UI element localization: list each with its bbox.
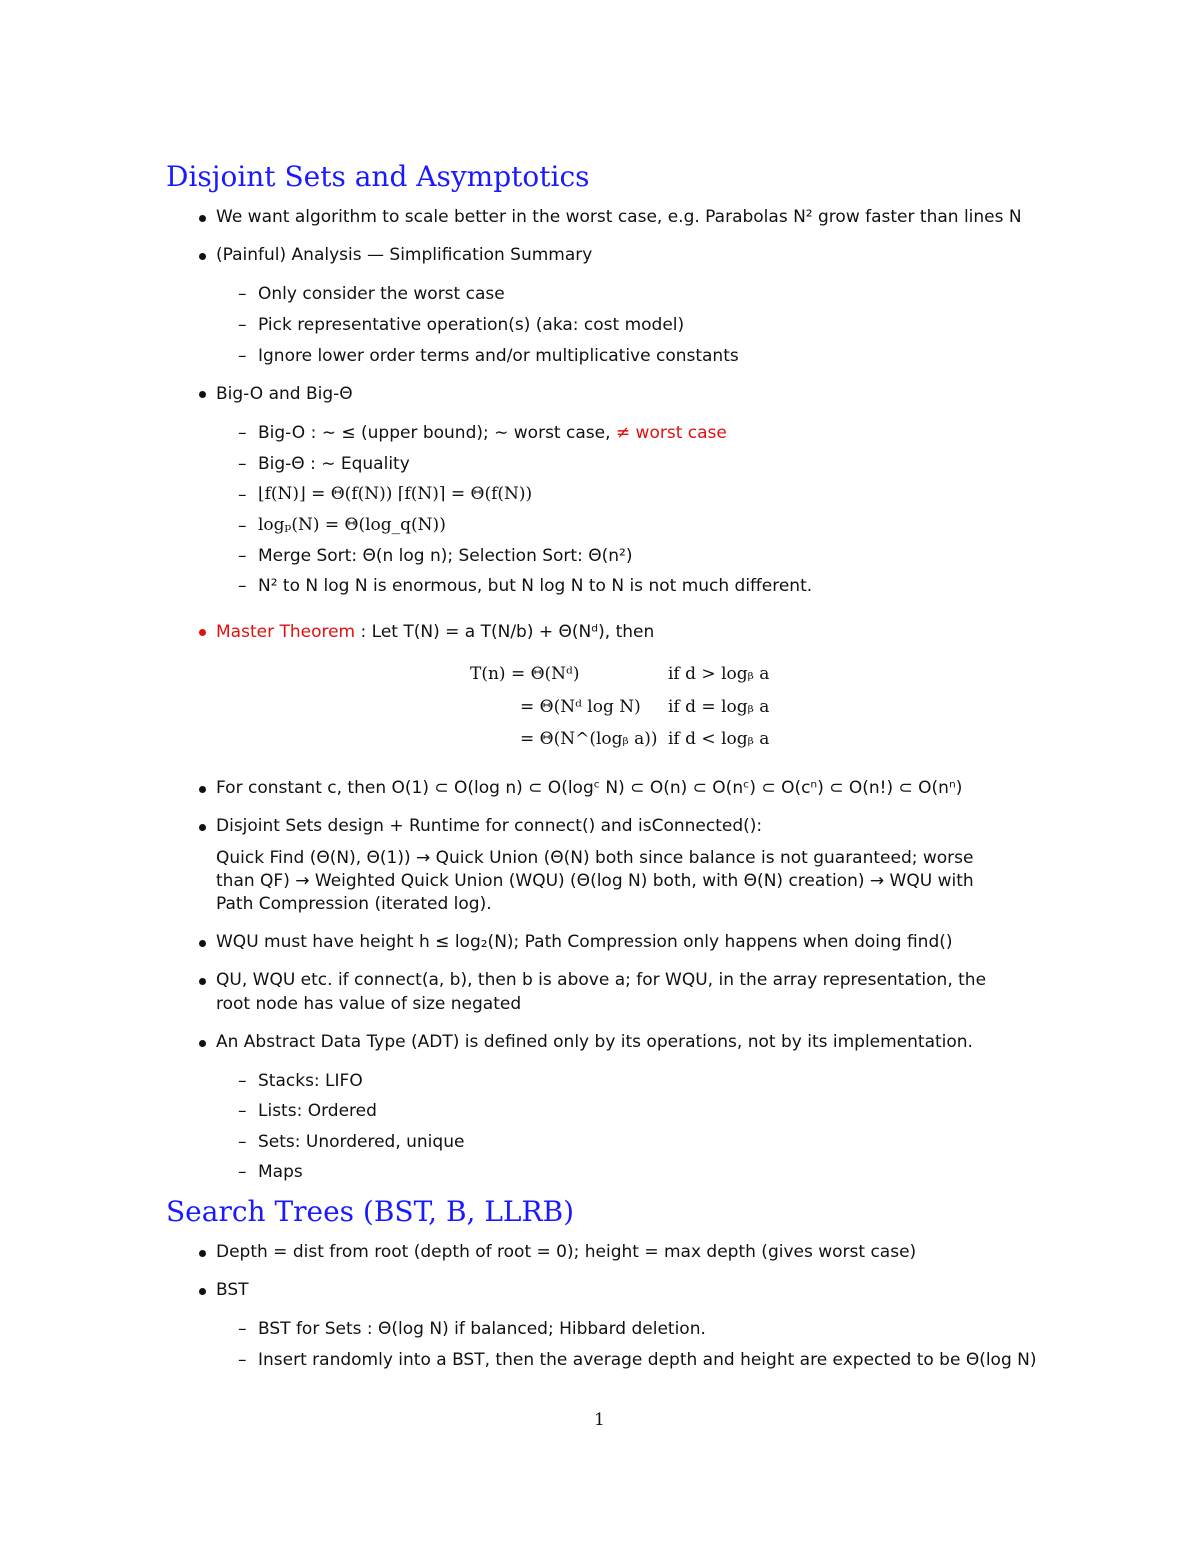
dash: –: [238, 1162, 247, 1182]
bullet-master-theorem: [216, 622, 654, 642]
dash: –: [238, 485, 247, 505]
dash: –: [238, 576, 247, 596]
page-number: 1: [594, 1410, 605, 1430]
dash: –: [238, 1132, 247, 1152]
dash: –: [238, 284, 247, 304]
dash: –: [238, 546, 247, 566]
bullet: [199, 940, 206, 947]
bullet: [199, 824, 206, 831]
disjoint-sets-line-1: Quick Find (Θ(N), Θ(1)) → Quick Union (Θ(N) both since balance is not guaranteed; worse: [216, 848, 974, 868]
bullet-complexity-order: For constant c, then O(1) ⊂ O(log n) ⊂ O(logᶜ N) ⊂ O(n) ⊂ O(nᶜ) ⊂ O(cⁿ) ⊂ O(n!) ⊂ O(nⁿ): [216, 778, 963, 798]
master-row-1-lhs: T(n) = Θ(Nᵈ): [470, 664, 580, 684]
bst-random-insert: Insert randomly into a BST, then the average depth and height are expected to be Θ(log N): [258, 1350, 1037, 1370]
adt-maps: Maps: [258, 1162, 303, 1182]
dash: –: [238, 454, 247, 474]
bullet: [199, 391, 206, 398]
dash: –: [238, 1071, 247, 1091]
master-theorem-label: Master Theorem: [216, 622, 356, 642]
dash: –: [238, 1319, 247, 1339]
sub-floor-ceil: ⌊f(N)⌋ = Θ(f(N)) ⌈f(N)⌉ = Θ(f(N)): [258, 484, 533, 504]
adt-sets: Sets: Unordered, unique: [258, 1132, 465, 1152]
bullet-depth: Depth = dist from root (depth of root = 0); height = max depth (gives worst case): [216, 1242, 917, 1262]
bullet-wqu-height: WQU must have height h ≤ log₂(N); Path Compression only happens when doing find(): [216, 932, 953, 952]
dash: –: [238, 1101, 247, 1121]
bullet: [199, 1040, 206, 1047]
bst-sets: BST for Sets : Θ(log N) if balanced; Hibbard deletion.: [258, 1319, 706, 1339]
dash: –: [238, 1350, 247, 1370]
sub-big-o-def: [258, 423, 727, 443]
master-theorem-text: : Let T(N) = a T(N/b) + Θ(Nᵈ), then: [355, 622, 655, 642]
bullet: [199, 215, 206, 222]
bullet-qu-line-2: root node has value of size negated: [216, 994, 522, 1014]
dash: –: [238, 423, 247, 443]
sub-sort-runtimes: Merge Sort: Θ(n log n); Selection Sort: Θ(n²): [258, 546, 633, 566]
bullet-big-o: Big-O and Big-Θ: [216, 384, 353, 404]
section-title-disjoint-sets: Disjoint Sets and Asymptotics: [166, 160, 590, 193]
bullet: [199, 253, 206, 260]
bullet-red: [199, 629, 206, 636]
dash: –: [238, 315, 247, 335]
master-row-3-lhs: = Θ(N^(logᵦ a)): [520, 729, 658, 749]
master-row-3-cond: if d < logᵦ a: [668, 729, 770, 749]
sub-growth-comparison: N² to N log N is enormous, but N log N to N is not much different.: [258, 576, 813, 596]
bullet-disjoint-sets-design: Disjoint Sets design + Runtime for connect() and isConnected():: [216, 816, 763, 836]
big-o-def-text: Big-O : ∼ ≤ (upper bound); ∼ worst case,: [258, 423, 616, 443]
bullet-scaling: We want algorithm to scale better in the worst case, e.g. Parabolas N² grow faster than lines N: [216, 207, 1022, 227]
adt-stacks: Stacks: LIFO: [258, 1071, 363, 1091]
bullet: [199, 1288, 206, 1295]
master-row-2-lhs: = Θ(Nᵈ log N): [520, 697, 641, 717]
bullet-adt: An Abstract Data Type (ADT) is defined only by its operations, not by its implementation.: [216, 1032, 973, 1052]
master-row-1-cond: if d > logᵦ a: [668, 664, 770, 684]
not-worst-case: ≠ worst case: [615, 423, 727, 443]
sub-big-theta-def: Big-Θ : ∼ Equality: [258, 454, 410, 474]
disjoint-sets-line-2: than QF) → Weighted Quick Union (WQU) (Θ(log N) both, with Θ(N) creation) → WQU with: [216, 871, 974, 891]
disjoint-sets-line-3: Path Compression (iterated log).: [216, 894, 492, 914]
dash: –: [238, 516, 247, 536]
bullet: [199, 1250, 206, 1257]
bullet-bst: BST: [216, 1280, 249, 1300]
bullet: [199, 786, 206, 793]
adt-lists: Lists: Ordered: [258, 1101, 377, 1121]
bullet-qu-line-1: QU, WQU etc. if connect(a, b), then b is above a; for WQU, in the array representation, the: [216, 970, 987, 990]
master-row-2-cond: if d = logᵦ a: [668, 697, 770, 717]
bullet-analysis: (Painful) Analysis — Simplification Summary: [216, 245, 593, 265]
bullet: [199, 978, 206, 985]
sub-ignore-terms: Ignore lower order terms and/or multiplicative constants: [258, 346, 739, 366]
sub-cost-model: Pick representative operation(s) (aka: cost model): [258, 315, 685, 335]
dash: –: [238, 346, 247, 366]
sub-worst-case: Only consider the worst case: [258, 284, 505, 304]
section-title-search-trees: Search Trees (BST, B, LLRB): [166, 1195, 575, 1228]
sub-log-base: logₚ(N) = Θ(log_q(N)): [258, 515, 446, 535]
